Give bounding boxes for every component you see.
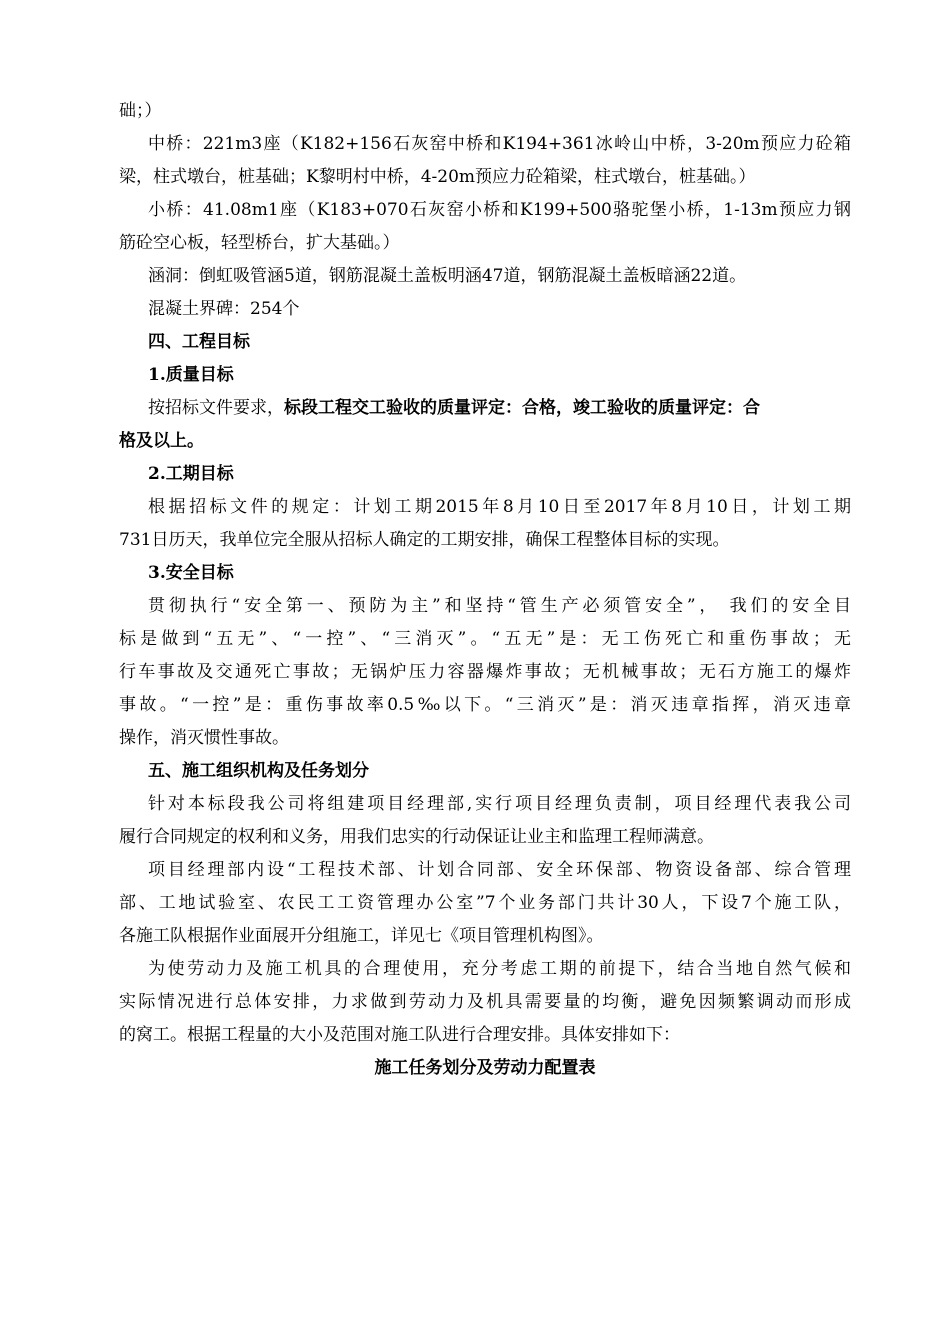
text-line: 各施工队根据作业面展开分组施工，详见七《项目管理机构图》。 (119, 926, 604, 946)
text-line: 部、工地试验室、农民工工资管理办公室”7个业务部门共计30人，下设7个施工队， (119, 893, 851, 913)
emphasis-text: 标段工程交工验收的质量评定：合格，竣工验收的质量评定：合 (284, 398, 760, 418)
subsection-heading: 2.工期目标 (148, 464, 234, 484)
text-line: 履行合同规定的权利和义务，用我们忠实的行动保证让业主和监理工程师满意。 (119, 827, 714, 847)
text-line: 731日历天，我单位完全服从招标人确定的工期安排，确保工程整体目标的实现。 (119, 530, 730, 550)
subsection-heading: 3.安全目标 (148, 563, 234, 583)
text-line: 标是做到“五无”、“一控”、“三消灭”。“五无”是：无工伤死亡和重伤事故；无 (119, 629, 851, 649)
text-line: 为使劳动力及施工机具的合理使用，充分考虑工期的前提下，结合当地自然气候和 (148, 959, 851, 979)
text-line: 中桥：221m3座（K182+156石灰窑中桥和K194+361冰岭山中桥，3-20m预应力砼箱 (148, 134, 851, 154)
text-line: 混凝土界碑：254个 (148, 299, 300, 319)
text-line: 实际情况进行总体安排，力求做到劳动力及机具需要量的均衡，避免因频繁调动而形成 (119, 992, 851, 1012)
text-line: 础；） (119, 101, 162, 121)
text-line: 行车事故及交通死亡事故；无锅炉压力容器爆炸事故；无机械事故；无石方施工的爆炸 (119, 662, 851, 682)
text-line: 的窝工。根据工程量的大小及范围对施工队进行合理安排。具体安排如下： (119, 1025, 680, 1045)
text-run: 按招标文件要求， (148, 398, 284, 418)
text-line: 项目经理部内设“工程技术部、计划合同部、安全环保部、物资设备部、综合管理 (148, 860, 851, 880)
section-heading: 四、工程目标 (148, 332, 250, 352)
text-line: 操作，消灭惯性事故。 (119, 728, 289, 748)
text-line: 事故。“一控”是：重伤事故率0.5‰以下。“三消灭”是：消灭违章指挥，消灭违章 (119, 695, 851, 715)
emphasis-text: 格及以上。 (119, 431, 204, 451)
text-line (148, 395, 851, 421)
text-line: 贯彻执行“安全第一、预防为主”和坚持“管生产必须管安全”， 我们的安全目 (148, 596, 851, 616)
text-line: 涵洞：倒虹吸管涵5道，钢筋混凝土盖板明涵47道，钢筋混凝土盖板暗涵22道。 (148, 266, 747, 286)
subsection-heading: 1.质量目标 (148, 365, 234, 385)
text-line: 根据招标文件的规定：计划工期2015年8月10日至2017年8月10日，计划工期 (148, 497, 851, 517)
text-line: 针对本标段我公司将组建项目经理部,实行项目经理负责制，项目经理代表我公司 (148, 794, 851, 814)
text-line: 梁，柱式墩台，桩基础；K黎明村中桥，4-20m预应力砼箱梁，柱式墩台，桩基础。） (119, 167, 756, 187)
section-heading: 五、施工组织机构及任务划分 (148, 761, 369, 781)
table-title: 施工任务划分及劳动力配置表 (374, 1058, 596, 1078)
text-line: 筋砼空心板，轻型桥台，扩大基础。） (119, 233, 400, 253)
text-line: 小桥：41.08m1座（K183+070石灰窑小桥和K199+500骆驼堡小桥，1-13m预应力钢 (148, 200, 851, 220)
